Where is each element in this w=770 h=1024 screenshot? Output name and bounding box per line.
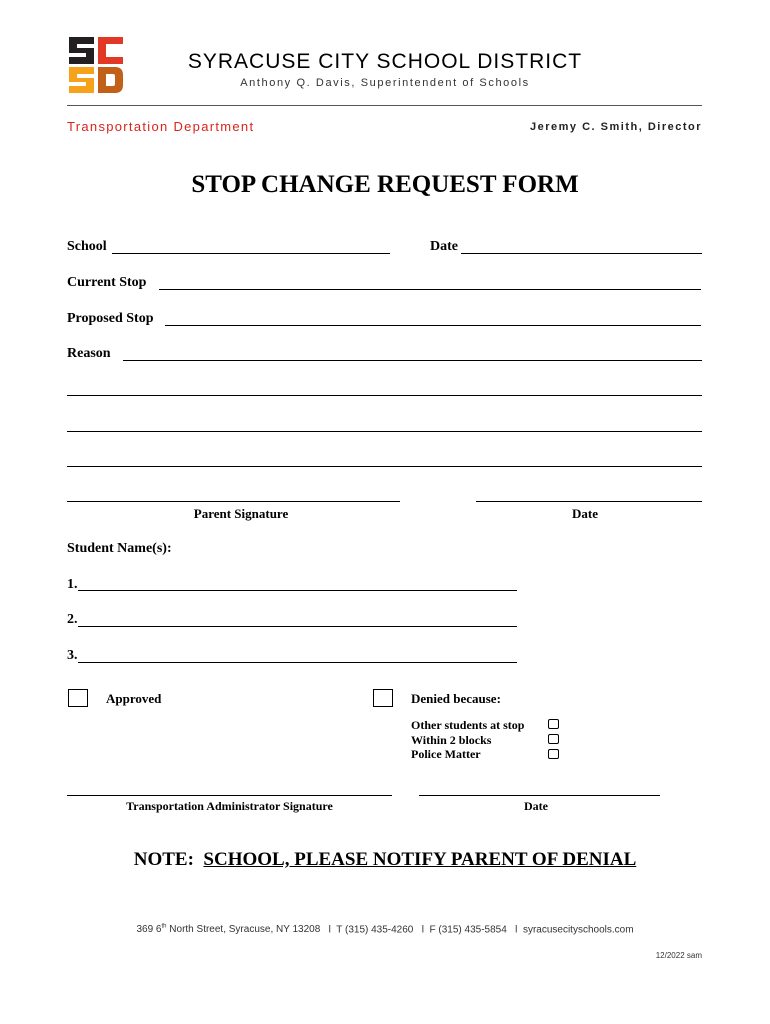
admin-date-field[interactable] [419,795,660,796]
denied-label: Denied because: [411,691,501,706]
logo-s-bottom [69,67,94,93]
director-label: Jeremy C. Smith, Director [530,121,702,133]
footer-separator: l [328,924,331,936]
parent-signature-field[interactable] [67,501,400,502]
header-divider [67,105,702,106]
request-date-label: Date [430,239,458,254]
denied-checkbox[interactable] [373,689,393,707]
logo-s-top [69,37,94,64]
parent-date-label: Date [572,506,598,521]
parent-signature-label: Parent Signature [193,506,289,521]
footer-separator: l [515,924,518,936]
logo-c [98,37,123,64]
student-name-field-1[interactable] [78,590,517,591]
admin-signature-field[interactable] [67,795,392,796]
reason-field-line-2[interactable] [67,395,702,396]
footer-separator: l [421,924,424,936]
reason-label: Reason [67,346,111,361]
denial-reason-checkbox-other-students[interactable] [548,719,559,729]
department-label: Transportation Department [67,119,255,134]
revision-code: 12/2022 sam [655,951,702,960]
note-prefix: NOTE: [133,849,194,870]
footer-contact [0,924,770,935]
current-stop-label: Current Stop [67,275,147,290]
student-name-field-2[interactable] [78,626,517,627]
student-names-label: Student Name(s): [67,541,172,556]
denial-reason-checkbox-within-2-blocks[interactable] [548,734,559,744]
proposed-stop-label: Proposed Stop [67,311,154,326]
student-name-field-3[interactable] [78,662,517,663]
student-number: 3. [67,648,78,663]
footer-address: 369 6th North Street, Syracuse, NY 13208 [136,924,321,936]
admin-date-label: Date [524,799,548,813]
denial-reason-label: Other students at stop [411,718,525,732]
parent-date-field[interactable] [476,501,702,502]
denial-note [0,849,770,871]
current-stop-field[interactable] [159,289,701,290]
proposed-stop-field[interactable] [165,325,701,326]
logo-d [98,67,123,93]
denial-reason-label: Police Matter [411,747,481,761]
footer-phone: T (315) 435-4260 [336,924,414,936]
approved-label: Approved [106,691,162,706]
reason-field-line-1[interactable] [123,360,702,361]
reason-field-line-4[interactable] [67,466,702,467]
school-field[interactable] [112,253,390,254]
denial-reason-label: Within 2 blocks [411,733,492,747]
superintendent-line: Anthony Q. Davis, Superintendent of Schools [240,77,530,89]
reason-field-line-3[interactable] [67,431,702,432]
denial-reason-checkbox-police-matter[interactable] [548,749,559,759]
approved-checkbox[interactable] [68,689,88,707]
district-name: SYRACUSE CITY SCHOOL DISTRICT [187,50,583,73]
district-logo [67,35,125,95]
footer-fax: F (315) 435-5854 [429,924,507,936]
form-title: STOP CHANGE REQUEST FORM [191,171,579,198]
footer-website[interactable]: syracusecityschools.com [522,924,634,936]
note-text: SCHOOL, PLEASE NOTIFY PARENT OF DENIAL [203,849,637,870]
student-number: 2. [67,612,78,627]
student-number: 1. [67,577,78,592]
admin-signature-label: Transportation Administrator Signature [126,799,333,813]
school-label: School [67,239,107,254]
request-date-field[interactable] [461,253,702,254]
